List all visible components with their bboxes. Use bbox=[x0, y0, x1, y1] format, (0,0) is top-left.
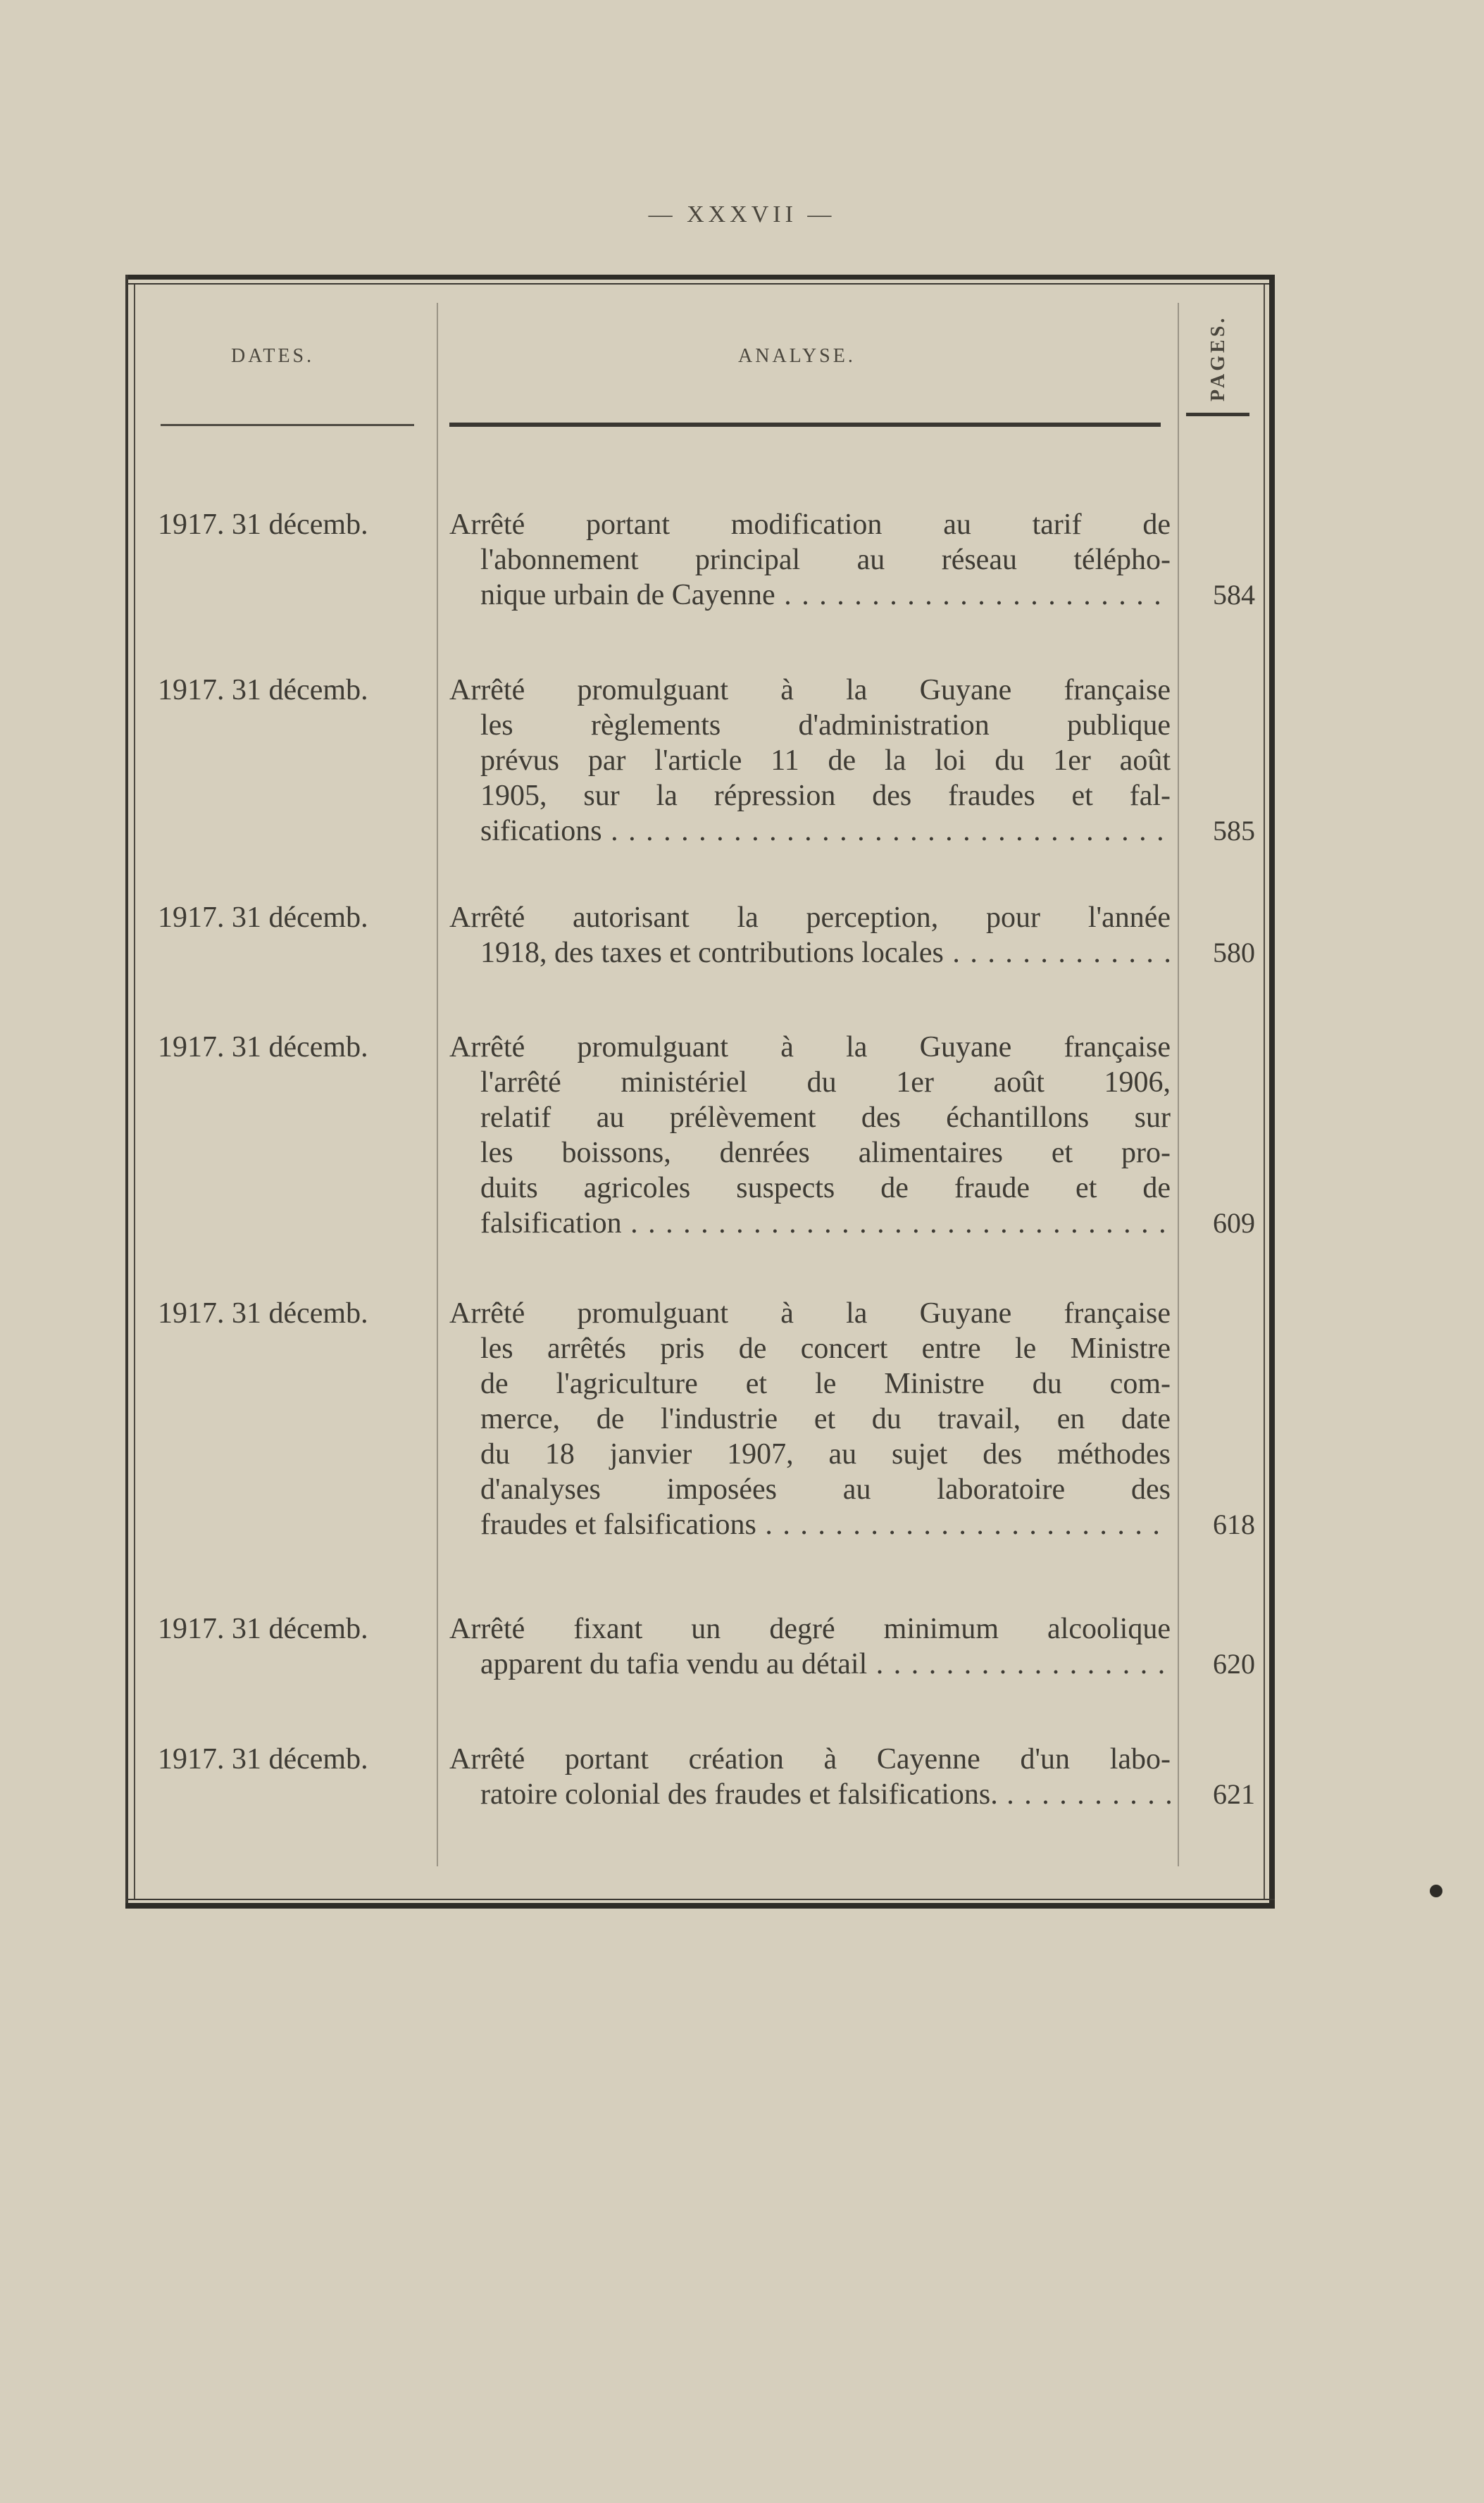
entry-analysis-line: apparent du tafia vendu au détail . . . bbox=[449, 1647, 1171, 1682]
entry-analysis-line: sifications . . . bbox=[449, 813, 1171, 849]
entry-analysis-line: l'arrêté ministériel du 1er août 1906, bbox=[480, 1066, 1171, 1099]
entry-analysis-line: Arrêté portant modification au tarif de bbox=[449, 508, 1171, 541]
entry-analysis-line: ratoire colonial des fraudes et falsifications. . . . bbox=[449, 1777, 1171, 1812]
entry-analysis bbox=[449, 1296, 1171, 1542]
entry-page-number: 621 bbox=[1213, 1778, 1255, 1810]
entry-date: 1917. 31 décemb. bbox=[158, 674, 368, 706]
entry-date: 1917. 31 décemb. bbox=[158, 901, 368, 934]
entry-page-number: 585 bbox=[1213, 815, 1255, 847]
entry-analysis-line: prévus par l'article 11 de la loi du 1er août bbox=[480, 744, 1171, 777]
entry-analysis-line: Arrêté autorisant la perception, pour l'année bbox=[449, 901, 1171, 934]
entry-analysis bbox=[449, 900, 1171, 970]
entry-analysis-line: de l'agriculture et le Ministre du com- bbox=[480, 1368, 1171, 1400]
table-bottom-rule bbox=[125, 1903, 1275, 1909]
table-bottom-rule-thin bbox=[125, 1899, 1275, 1900]
page-number: — XXXVII — bbox=[648, 201, 836, 227]
entry-analysis-line: Arrêté promulguant à la Guyane française bbox=[449, 1031, 1171, 1063]
entry-analysis bbox=[449, 1742, 1171, 1812]
entry-date: 1917. 31 décemb. bbox=[158, 1613, 368, 1645]
entry-analysis-line: les boissons, denrées alimentaires et pro- bbox=[480, 1137, 1171, 1169]
header-rule-pages bbox=[1186, 413, 1249, 416]
entry-date: 1917. 31 décemb. bbox=[158, 508, 368, 541]
entry-date: 1917. 31 décemb. bbox=[158, 1743, 368, 1775]
table-left-rule bbox=[125, 275, 128, 1909]
entry-analysis-line: les arrêtés pris de concert entre le Ministre bbox=[480, 1332, 1171, 1365]
header-rule-dates bbox=[161, 424, 414, 426]
table-left-rule-thin bbox=[134, 285, 135, 1899]
entry-page-number: 620 bbox=[1213, 1648, 1255, 1680]
entry-analysis-line: nique urbain de Cayenne . . . bbox=[449, 578, 1171, 613]
entry-analysis-line: les règlements d'administration publique bbox=[480, 709, 1171, 742]
entry-analysis-line: falsification . . . bbox=[449, 1206, 1171, 1241]
header-analyse: ANALYSE. bbox=[738, 345, 856, 367]
entry-date: 1917. 31 décemb. bbox=[158, 1297, 368, 1330]
table-right-rule bbox=[1269, 275, 1275, 1909]
table-top-rule bbox=[125, 275, 1275, 280]
entry-analysis-line: relatif au prélèvement des échantillons sur bbox=[480, 1101, 1171, 1134]
ink-speck bbox=[1430, 1885, 1442, 1897]
column-separator-pages bbox=[1178, 303, 1179, 1866]
entry-analysis-line: 1918, des taxes et contributions locales . . . bbox=[449, 935, 1171, 970]
table-right-rule-thin bbox=[1264, 285, 1265, 1899]
entry-analysis-line: fraudes et falsifications . . . bbox=[449, 1507, 1171, 1542]
entry-page-number: 609 bbox=[1213, 1207, 1255, 1239]
entry-analysis-line: merce, de l'industrie et du travail, en date bbox=[480, 1403, 1171, 1435]
entry-analysis-line: l'abonnement principal au réseau télépho- bbox=[480, 544, 1171, 576]
entry-date: 1917. 31 décemb. bbox=[158, 1031, 368, 1063]
table-top-rule-thin bbox=[125, 283, 1275, 285]
entry-analysis-line: 1905, sur la répression des fraudes et fal- bbox=[480, 780, 1171, 812]
entry-analysis-line: Arrêté portant création à Cayenne d'un labo- bbox=[449, 1743, 1171, 1775]
entry-analysis bbox=[449, 673, 1171, 849]
entry-analysis-line: du 18 janvier 1907, au sujet des méthodes bbox=[480, 1438, 1171, 1471]
index-table bbox=[125, 275, 1275, 1909]
header-rule-analyse bbox=[449, 423, 1161, 427]
entry-analysis-line: Arrêté promulguant à la Guyane française bbox=[449, 674, 1171, 706]
entry-page-number: 580 bbox=[1213, 937, 1255, 968]
entry-analysis bbox=[449, 507, 1171, 613]
header-pages: PAGES. bbox=[1207, 315, 1229, 401]
entry-page-number: 618 bbox=[1213, 1509, 1255, 1540]
entry-analysis-line: Arrêté promulguant à la Guyane française bbox=[449, 1297, 1171, 1330]
entry-analysis-line: duits agricoles suspects de fraude et de bbox=[480, 1172, 1171, 1204]
entry-analysis-line: d'analyses imposées au laboratoire des bbox=[480, 1473, 1171, 1506]
entry-analysis-line: Arrêté fixant un degré minimum alcoolique bbox=[449, 1613, 1171, 1645]
entry-analysis bbox=[449, 1611, 1171, 1682]
header-dates: DATES. bbox=[231, 345, 315, 367]
entry-page-number: 584 bbox=[1213, 579, 1255, 611]
entry-analysis bbox=[449, 1030, 1171, 1241]
